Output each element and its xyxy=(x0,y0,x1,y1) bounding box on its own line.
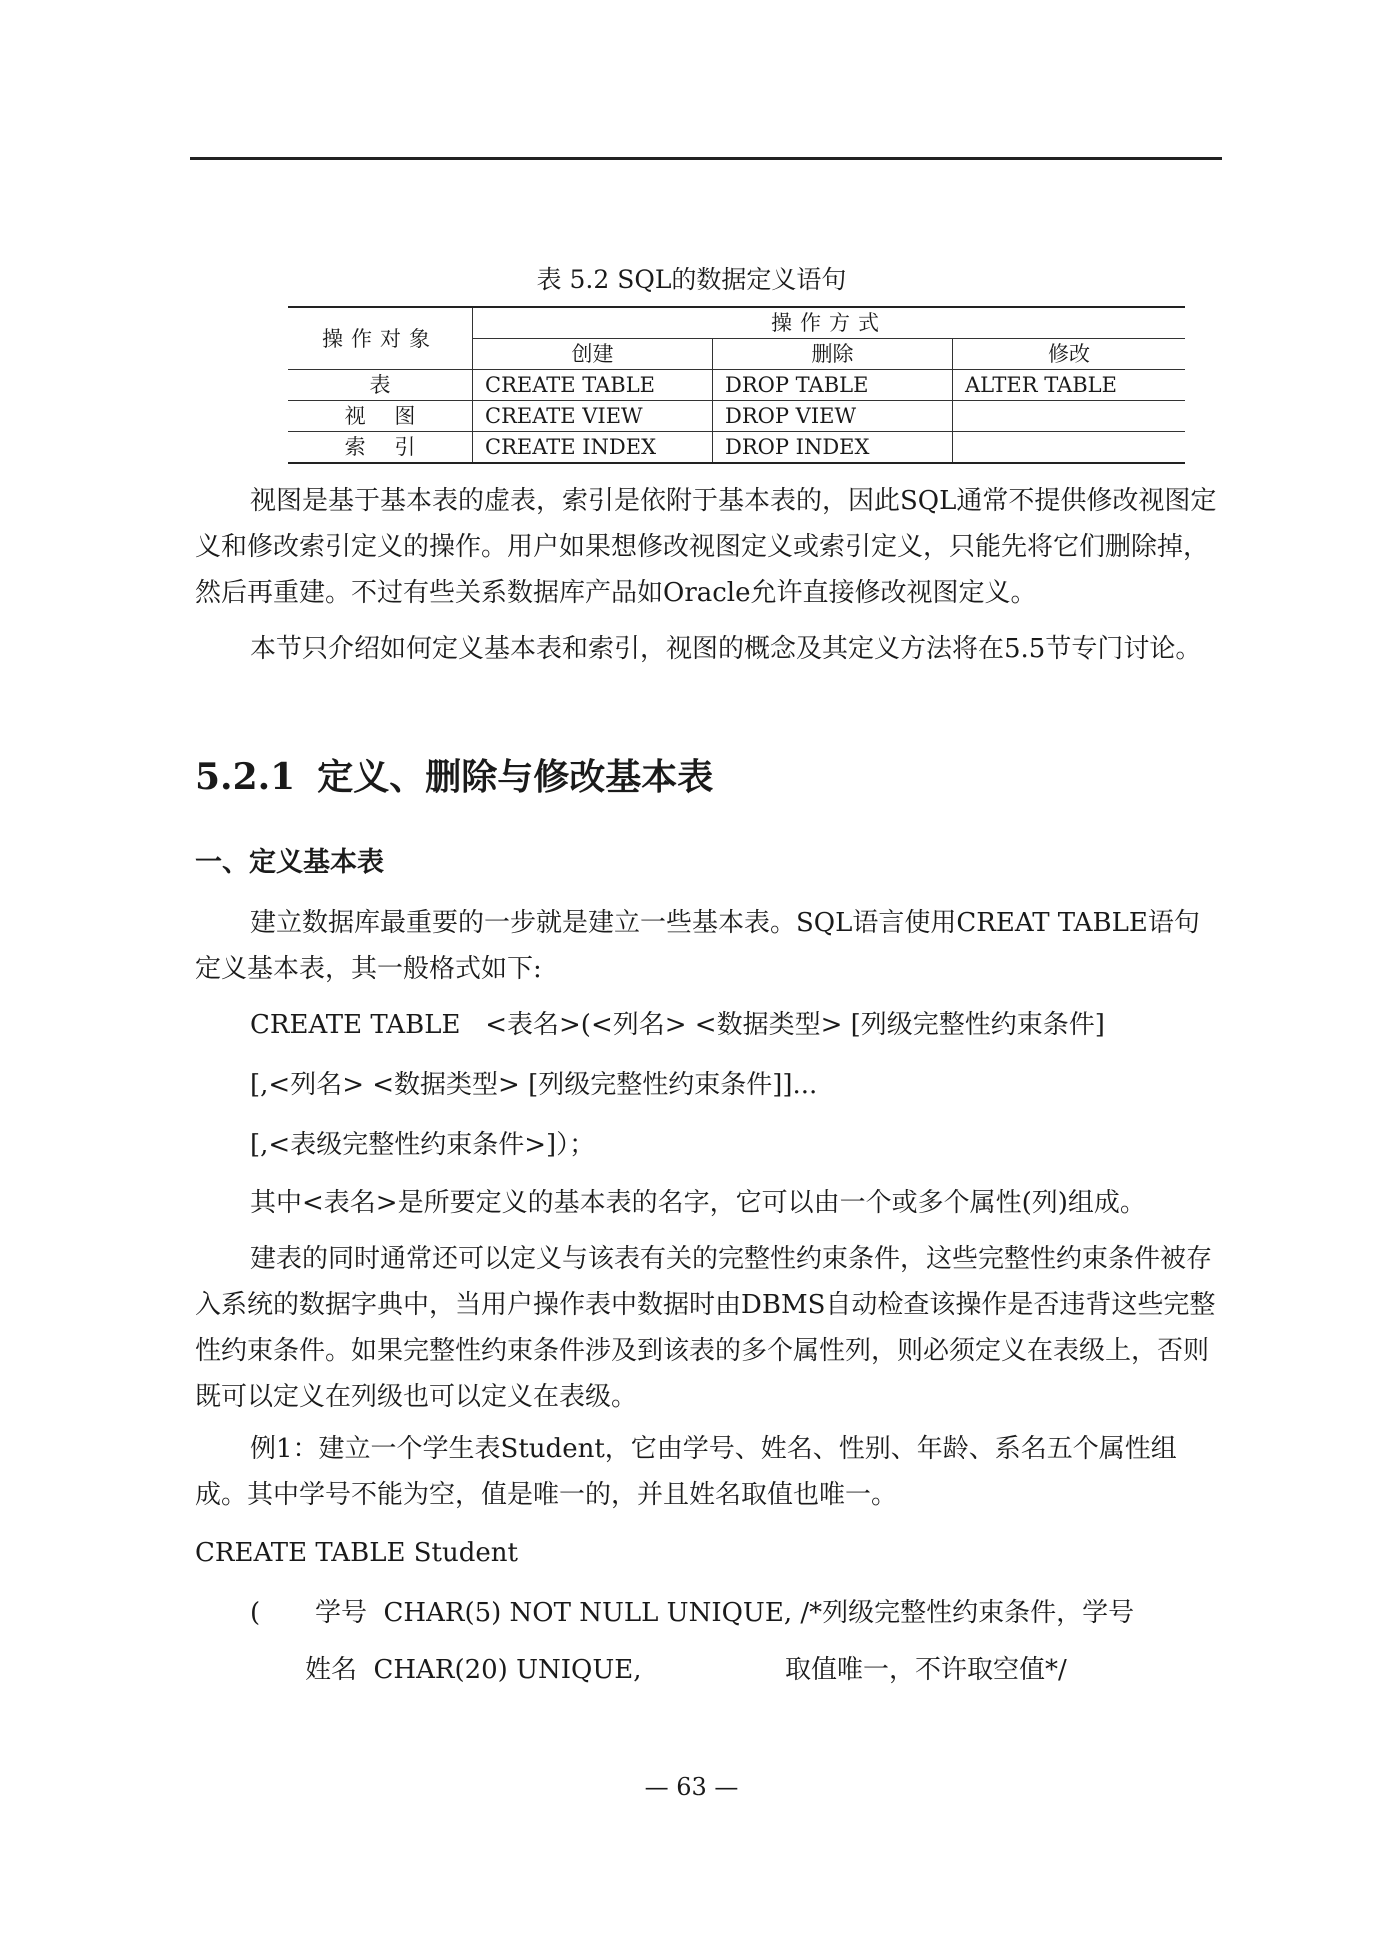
row-alter xyxy=(953,432,1186,464)
table-caption: 表 5.2 SQL的数据定义语句 xyxy=(536,265,847,294)
code-line-2: 学号 CHAR(5) NOT NULL UNIQUE, /*列级完整性约束条件，学号 xyxy=(315,1598,1135,1628)
paragraph-section-scope: 本节只介绍如何定义基本表和索引，视图的概念及其定义方法将在5.5节专门讨论。 xyxy=(250,634,1202,664)
code-open-paren: ( xyxy=(250,1598,261,1628)
section-number: 5.2.1 xyxy=(195,756,296,798)
paragraph-create-table-intro: 建立数据库最重要的一步就是建立一些基本表。SQL语言使用CREAT TABLE语句定义基本表，其一般格式如下: xyxy=(195,908,1200,984)
row-delete: DROP VIEW xyxy=(713,401,953,432)
table-row xyxy=(288,370,1185,401)
paragraph-table-name: 其中<表名>是所要定义的基本表的名字，它可以由一个或多个属性(列)组成。 xyxy=(250,1188,1146,1218)
row-object: 索 引 xyxy=(288,432,473,464)
table-row xyxy=(288,432,1185,464)
header-rule xyxy=(190,157,1222,160)
section-title: 定义、删除与修改基本表 xyxy=(317,756,714,798)
header-alter: 修改 xyxy=(953,339,1186,370)
code-line-3a: 姓名 CHAR(20) UNIQUE, xyxy=(305,1655,642,1685)
row-delete: DROP INDEX xyxy=(713,432,953,464)
header-operation-object: 操作对象 xyxy=(288,307,473,370)
syntax-line-2: [,<列名> <数据类型> [列级完整性约束条件]]... xyxy=(250,1070,818,1100)
row-create: CREATE VIEW xyxy=(473,401,713,432)
row-object: 表 xyxy=(288,370,473,401)
subsection-heading: 一、定义基本表 xyxy=(195,847,384,878)
paragraph-example-1: 例1：建立一个学生表Student，它由学号、姓名、性别、年龄、系名五个属性组成。其中学号不能为空，值是唯一的，并且姓名取值也唯一。 xyxy=(195,1434,1177,1510)
table-row xyxy=(288,401,1185,432)
section-heading xyxy=(195,752,713,802)
code-line-3b: 取值唯一，不许取空值*/ xyxy=(785,1655,1067,1685)
row-create: CREATE TABLE xyxy=(473,370,713,401)
header-create: 创建 xyxy=(473,339,713,370)
code-line-1: CREATE TABLE Student xyxy=(195,1538,518,1568)
row-create: CREATE INDEX xyxy=(473,432,713,464)
row-alter xyxy=(953,401,1186,432)
row-object: 视 图 xyxy=(288,401,473,432)
sql-definition-table xyxy=(288,306,1185,464)
header-delete: 删除 xyxy=(713,339,953,370)
row-alter: ALTER TABLE xyxy=(953,370,1186,401)
page-number: — 63 — xyxy=(644,1773,739,1801)
syntax-line-3: [,<表级完整性约束条件>]）； xyxy=(250,1130,596,1160)
paragraph-views-indexes: 视图是基于基本表的虚表，索引是依附于基本表的，因此SQL通常不提供修改视图定义和修改索引定义的操作。用户如果想修改视图定义或索引定义，只能先将它们删除掉，然后再重建。不过有些关系数据库产品如Oracle允许直接修改视图定义。 xyxy=(195,486,1217,608)
paragraph-integrity: 建表的同时通常还可以定义与该表有关的完整性约束条件，这些完整性约束条件被存入系统的数据字典中，当用户操作表中数据时由DBMS自动检查该操作是否违背这些完整性约束条件。如果完整性约束条件涉及到该表的多个属性列，则必须定义在表级上，否则既可以定义在列级也可以定义在表级。 xyxy=(195,1244,1216,1412)
syntax-line-1: CREATE TABLE <表名>(<列名> <数据类型> [列级完整性约束条件] xyxy=(250,1010,1105,1040)
row-delete: DROP TABLE xyxy=(713,370,953,401)
header-operation-method: 操作方式 xyxy=(473,307,1186,339)
